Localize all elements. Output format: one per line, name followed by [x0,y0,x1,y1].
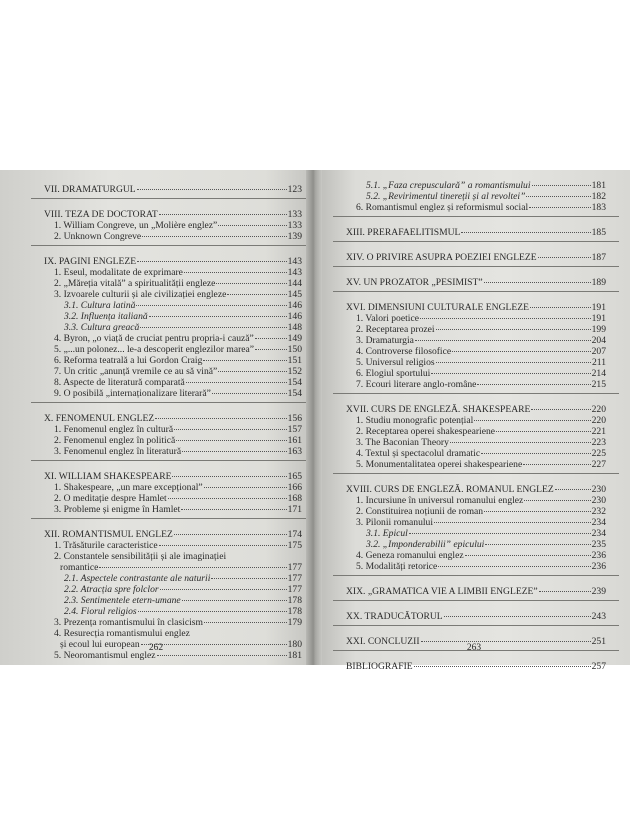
toc-entry [346,550,606,561]
toc-entry [346,368,606,379]
toc-entry [44,606,302,617]
section-divider [333,600,619,601]
dot-leader [184,272,287,273]
toc-entry-title: 3. Fenomenul englez în literatură [54,446,182,457]
toc-entry-page: 230 [591,484,606,495]
dot-leader [532,185,591,186]
toc-entry-title: 2. Receptarea operei shakespeariene [356,426,496,437]
dot-leader [255,349,287,350]
toc-entry [346,180,606,191]
toc-entry-page: 146 [287,300,302,311]
section-divider [333,625,619,626]
section-divider [333,216,619,217]
toc-entry [346,335,606,346]
dot-leader [496,431,591,432]
toc-entry-title: 5. Modalități retorice [356,561,438,572]
dot-leader [484,282,591,283]
dot-leader [227,294,286,295]
toc-entry-page: 191 [591,302,606,313]
dot-leader [176,440,286,441]
toc-entry [346,191,606,202]
table-of-contents-left [44,180,302,661]
toc-entry-title: 7. Un critic „anunță vremile ce au să vină” [54,366,218,377]
toc-entry-title: 2. O meditație despre Hamlet [54,493,167,504]
toc-entry [44,231,302,242]
toc-entry-title: 3. Pilonii romanului [356,517,434,528]
right-page [318,170,630,672]
toc-entry-page: 204 [591,335,606,346]
toc-entry [44,267,302,278]
dot-leader [255,338,287,339]
dot-leader [436,329,591,330]
toc-entry-title: 5. Monumentalitatea operei shakespeariene [356,459,523,470]
toc-entry-page: 171 [287,504,302,515]
toc-entry-page: 178 [287,606,302,617]
toc-entry-page: 144 [287,278,302,289]
toc-entry-page: 181 [287,650,302,661]
toc-chapter [346,611,606,622]
toc-entry-page: 187 [591,252,606,263]
dot-leader [485,544,590,545]
toc-entry-page: 223 [591,437,606,448]
section-divider [333,393,619,394]
toc-entry-page: 234 [591,517,606,528]
toc-chapter [346,227,606,238]
toc-entry [44,322,302,333]
toc-entry [44,446,302,457]
toc-entry-title: 2.1. Aspectele contrastante ale naturii [64,573,211,584]
toc-chapter [346,277,606,288]
dot-leader [524,500,590,501]
toc-entry-page: 257 [591,661,606,672]
dot-leader [181,509,286,510]
toc-entry [44,628,302,639]
dot-leader [477,384,590,385]
dot-leader [484,511,591,512]
toc-entry-title: 5. „...un polonez... le-a descoperit englezilor marea” [54,344,255,355]
toc-entry [346,324,606,335]
toc-entry-title: XXI. CONCLUZII [346,636,420,647]
dot-leader [142,236,286,237]
toc-entry-title: 2. Constituirea noțiunii de roman [356,506,484,517]
toc-entry-page: 236 [591,550,606,561]
dot-leader [444,616,591,617]
toc-entry-title: 3.2. Influența italiană [64,311,148,322]
section-divider [31,245,315,246]
section-divider [333,291,619,292]
dot-leader [436,362,591,363]
toc-entry [44,344,302,355]
dot-leader [204,487,287,488]
toc-chapter [346,661,606,672]
toc-entry-page: 143 [287,256,302,267]
toc-entry [44,595,302,606]
toc-entry-title: 4. Byron, „o viață de cruciat pentru propria-i cauză” [54,333,254,344]
toc-entry [44,493,302,504]
toc-entry-title: 5. Universul religios [356,357,435,368]
toc-entry-page: 227 [591,459,606,470]
toc-entry-page: 151 [287,355,302,366]
dot-leader [465,555,591,556]
toc-entry-title: și ecoul lui european [60,639,140,650]
toc-entry-title: 5.1. „Faza crepusculară” a romantismului [366,180,531,191]
dot-leader [529,207,590,208]
dot-leader [218,371,286,372]
section-divider [333,473,619,474]
dot-leader [140,327,286,328]
toc-entry-title: 2.3. Sentimentele etern-umane [64,595,181,606]
toc-entry-page: 166 [287,482,302,493]
toc-entry-title: XI. WILLIAM SHAKESPEARE [44,471,172,482]
toc-chapter [346,586,606,597]
toc-entry-title: 4. Resurecția romantismului englez [54,628,190,639]
toc-entry [346,561,606,572]
toc-entry-title: 5. Neoromantismul englez [54,650,156,661]
toc-entry-page: 133 [287,209,302,220]
dot-leader [137,189,287,190]
toc-entry [346,379,606,390]
toc-entry-page: 236 [591,561,606,572]
toc-entry [346,202,606,213]
toc-entry [346,415,606,426]
toc-entry [346,528,606,539]
toc-entry [44,388,302,399]
toc-entry-page: 154 [287,377,302,388]
toc-entry-page: 232 [591,506,606,517]
toc-entry-page: 180 [287,639,302,650]
toc-entry-title: 2. Unknown Congreve [54,231,142,242]
toc-entry [44,540,302,551]
toc-entry [346,357,606,368]
toc-entry-page: 185 [591,227,606,238]
toc-entry-title: 6. Elogiul sportului [356,368,431,379]
toc-entry-page: 175 [287,540,302,551]
dot-leader [159,545,287,546]
section-divider [31,198,315,199]
toc-entry-page: 230 [591,495,606,506]
toc-entry-title: 3. Probleme și enigme în Hamlet [54,504,181,515]
dot-leader [421,641,591,642]
toc-entry [44,573,302,584]
toc-entry-title: X. FENOMENUL ENGLEZ [44,413,155,424]
toc-entry [44,355,302,366]
toc-entry-page: 156 [287,413,302,424]
dot-leader [157,655,287,656]
toc-entry-title: IX. PAGINI ENGLEZE [44,256,137,267]
toc-entry-title: XIII. PRERAFAELITISMUL [346,227,461,238]
toc-entry [44,220,302,231]
toc-entry [44,278,302,289]
toc-entry-page: 234 [591,528,606,539]
toc-entry [44,377,302,388]
toc-entry-page: 149 [287,333,302,344]
dot-leader [526,196,590,197]
toc-entry [346,495,606,506]
toc-entry-page: 207 [591,346,606,357]
toc-entry-title: 1. Fenomenul englez în cultură [54,424,174,435]
toc-entry-page: 157 [287,424,302,435]
toc-entry-page: 243 [591,611,606,622]
dot-leader [155,418,286,419]
page-number-left: 262 [148,643,164,653]
toc-entry [44,333,302,344]
toc-entry-title: XX. TRADUCĂTORUL [346,611,443,622]
dot-leader [531,409,590,410]
toc-entry-title: 3.3. Cultura greacă [64,322,140,333]
toc-entry-title: XVII. CURS DE ENGLEZĂ. SHAKESPEARE [346,404,531,415]
dot-leader [203,360,286,361]
toc-entry-title: 1. Studiu monografic potențial [356,415,474,426]
dot-leader [137,261,287,262]
dot-leader [174,534,287,535]
toc-entry-title: BIBLIOGRAFIE [346,661,413,672]
dot-leader [149,316,287,317]
toc-chapter [346,484,606,495]
toc-entry [44,551,302,562]
toc-entry-page: 150 [287,344,302,355]
toc-entry-page: 211 [591,357,606,368]
dot-leader [172,476,286,477]
dot-leader [136,305,286,306]
toc-entry-title: 2. Constantele sensibilității și ale imaginației [54,551,227,562]
toc-entry-page: 183 [591,202,606,213]
toc-entry-title: 2. Fenomenul englez în politică [54,435,176,446]
dot-leader [168,498,287,499]
toc-entry-title: XVI. DIMENSIUNI CULTURALE ENGLEZE [346,302,529,313]
toc-entry-page: 154 [287,388,302,399]
dot-leader [434,522,591,523]
toc-chapter [44,209,302,220]
dot-leader [452,351,590,352]
toc-entry [44,300,302,311]
dot-leader [160,589,287,590]
section-divider [31,460,315,461]
dot-leader [218,225,286,226]
toc-entry-page: 152 [287,366,302,377]
toc-entry-page: 178 [287,595,302,606]
toc-entry [346,346,606,357]
toc-entry [346,539,606,550]
dot-leader [138,611,287,612]
page-number-right: 263 [466,643,482,653]
left-page [0,170,312,665]
toc-entry [346,437,606,448]
toc-entry [346,517,606,528]
dot-leader [216,283,286,284]
toc-entry-page: 161 [287,435,302,446]
toc-chapter [44,471,302,482]
toc-entry-page: 139 [287,231,302,242]
toc-entry-page: 214 [591,368,606,379]
dot-leader [461,232,590,233]
toc-entry [346,506,606,517]
toc-entry-title: 4. Geneza romanului englez [356,550,464,561]
dot-leader [204,622,287,623]
toc-entry-title: 3. The Baconian Theory [356,437,449,448]
section-divider [31,518,315,519]
toc-entry-title: 6. Romantismul englez și reformismul social [356,202,529,213]
toc-chapter [346,404,606,415]
toc-entry-title: 4. Textul și spectacolul dramatic [356,448,481,459]
toc-entry-page: 165 [287,471,302,482]
toc-entry-title: 3. Izvoarele culturii și ale civilizației engleze [54,289,227,300]
toc-entry-page: 123 [287,184,302,195]
table-of-contents-right [346,180,606,672]
toc-entry-title: 9. O posibilă „internaționalizare literară” [54,388,211,399]
dot-leader [186,382,287,383]
toc-entry-title: 1. Trăsăturile caracteristice [54,540,158,551]
toc-entry-title: 1. Shakespeare, „un mare excepțional” [54,482,203,493]
toc-entry-page: 174 [287,529,302,540]
dot-leader [431,373,590,374]
toc-chapter [44,413,302,424]
toc-entry-page: 177 [287,573,302,584]
toc-entry-title: 3.1. Epicul [366,528,408,539]
toc-entry-page: 251 [591,636,606,647]
toc-entry-page: 235 [591,539,606,550]
dot-leader [538,257,591,258]
dot-leader [474,420,590,421]
toc-entry-title: 1. Incursiune în universul romanului englez [356,495,524,506]
toc-entry-page: 179 [287,617,302,628]
toc-entry-title: 2.4. Fiorul religios [64,606,137,617]
dot-leader [530,307,591,308]
toc-entry [44,366,302,377]
toc-entry-title: 3.2. „Imponderabilii” epicului [366,539,485,550]
dot-leader [99,567,286,568]
dot-leader [182,600,287,601]
toc-entry-title: 1. William Congreve, un „Molière englez” [54,220,218,231]
toc-entry-page: 168 [287,493,302,504]
dot-leader [182,451,287,452]
dot-leader [409,533,591,534]
toc-entry-title: 4. Controverse filosofice [356,346,452,357]
dot-leader [555,489,591,490]
toc-entry-page: 220 [591,404,606,415]
toc-entry-title: 2. Receptarea prozei [356,324,435,335]
toc-entry-title: XII. ROMANTISMUL ENGLEZ [44,529,173,540]
dot-leader [174,429,287,430]
toc-entry [44,584,302,595]
toc-entry-title: VII. DRAMATURGUL [44,184,136,195]
toc-entry [44,311,302,322]
toc-entry-title: XIV. O PRIVIRE ASUPRA POEZIEI ENGLEZE [346,252,537,263]
toc-entry-page: 146 [287,311,302,322]
toc-entry-page: 199 [591,324,606,335]
section-divider [333,575,619,576]
toc-entry-title: VIII. TEZA DE DOCTORAT [44,209,158,220]
dot-leader [539,591,591,592]
toc-entry [346,448,606,459]
toc-entry [44,562,302,573]
toc-entry-page: 148 [287,322,302,333]
dot-leader [414,666,591,667]
toc-entry [44,482,302,493]
toc-entry-page: 221 [591,426,606,437]
dot-leader [481,453,591,454]
toc-entry-page: 177 [287,584,302,595]
toc-entry-page: 215 [591,379,606,390]
toc-entry-title: 5.2. „Revirimentul tinereții și al revoltei” [366,191,526,202]
dot-leader [523,464,590,465]
toc-entry-title: romantice [60,562,99,573]
dot-leader [438,566,590,567]
toc-entry-title: XVIII. CURS DE ENGLEZĂ. ROMANUL ENGLEZ [346,484,554,495]
toc-entry-page: 133 [287,220,302,231]
book-gutter [306,170,322,665]
toc-chapter [346,252,606,263]
toc-entry-title: 7. Ecouri literare anglo-române [356,379,477,390]
toc-entry [44,435,302,446]
toc-entry-title: XIX. „GRAMATICA VIE A LIMBII ENGLEZE” [346,586,538,597]
toc-entry [44,424,302,435]
toc-chapter [346,302,606,313]
toc-entry-page: 177 [287,562,302,573]
toc-entry-page: 239 [591,586,606,597]
toc-entry [44,617,302,628]
toc-entry-title: 3. Prezența romantismului în clasicism [54,617,203,628]
toc-entry-title: XV. UN PROZATOR „PESIMIST” [346,277,483,288]
toc-entry-title: 1. Eseul, modalitate de exprimare [54,267,183,278]
toc-entry [44,289,302,300]
section-divider [333,266,619,267]
toc-entry-title: 3. Dramaturgia [356,335,414,346]
toc-entry-page: 143 [287,267,302,278]
toc-entry-page: 191 [591,313,606,324]
toc-entry [44,504,302,515]
section-divider [333,241,619,242]
dot-leader [420,318,591,319]
dot-leader [212,393,287,394]
toc-entry-page: 145 [287,289,302,300]
toc-entry [346,313,606,324]
toc-entry-page: 225 [591,448,606,459]
toc-entry-page: 182 [591,191,606,202]
toc-entry-title: 8. Aspecte de literatură comparată [54,377,185,388]
dot-leader [211,578,286,579]
dot-leader [159,214,287,215]
book-spread [0,170,630,672]
toc-chapter [44,184,302,195]
toc-entry-title: 1. Valori poetice [356,313,419,324]
dot-leader [450,442,591,443]
toc-entry-page: 163 [287,446,302,457]
toc-entry-title: 3.1. Cultura latină [64,300,136,311]
toc-entry-page: 181 [591,180,606,191]
toc-entry-title: 6. Reforma teatrală a lui Gordon Craig [54,355,203,366]
toc-entry [346,426,606,437]
section-divider [31,402,315,403]
toc-chapter [44,529,302,540]
dot-leader [415,340,591,341]
toc-chapter [44,256,302,267]
toc-entry-title: 2.2. Atracția spre folclor [64,584,159,595]
toc-entry [346,459,606,470]
toc-entry-title: 2. „Măreția vitală” a spiritualității engleze [54,278,216,289]
toc-entry-page: 189 [591,277,606,288]
toc-entry-page: 220 [591,415,606,426]
